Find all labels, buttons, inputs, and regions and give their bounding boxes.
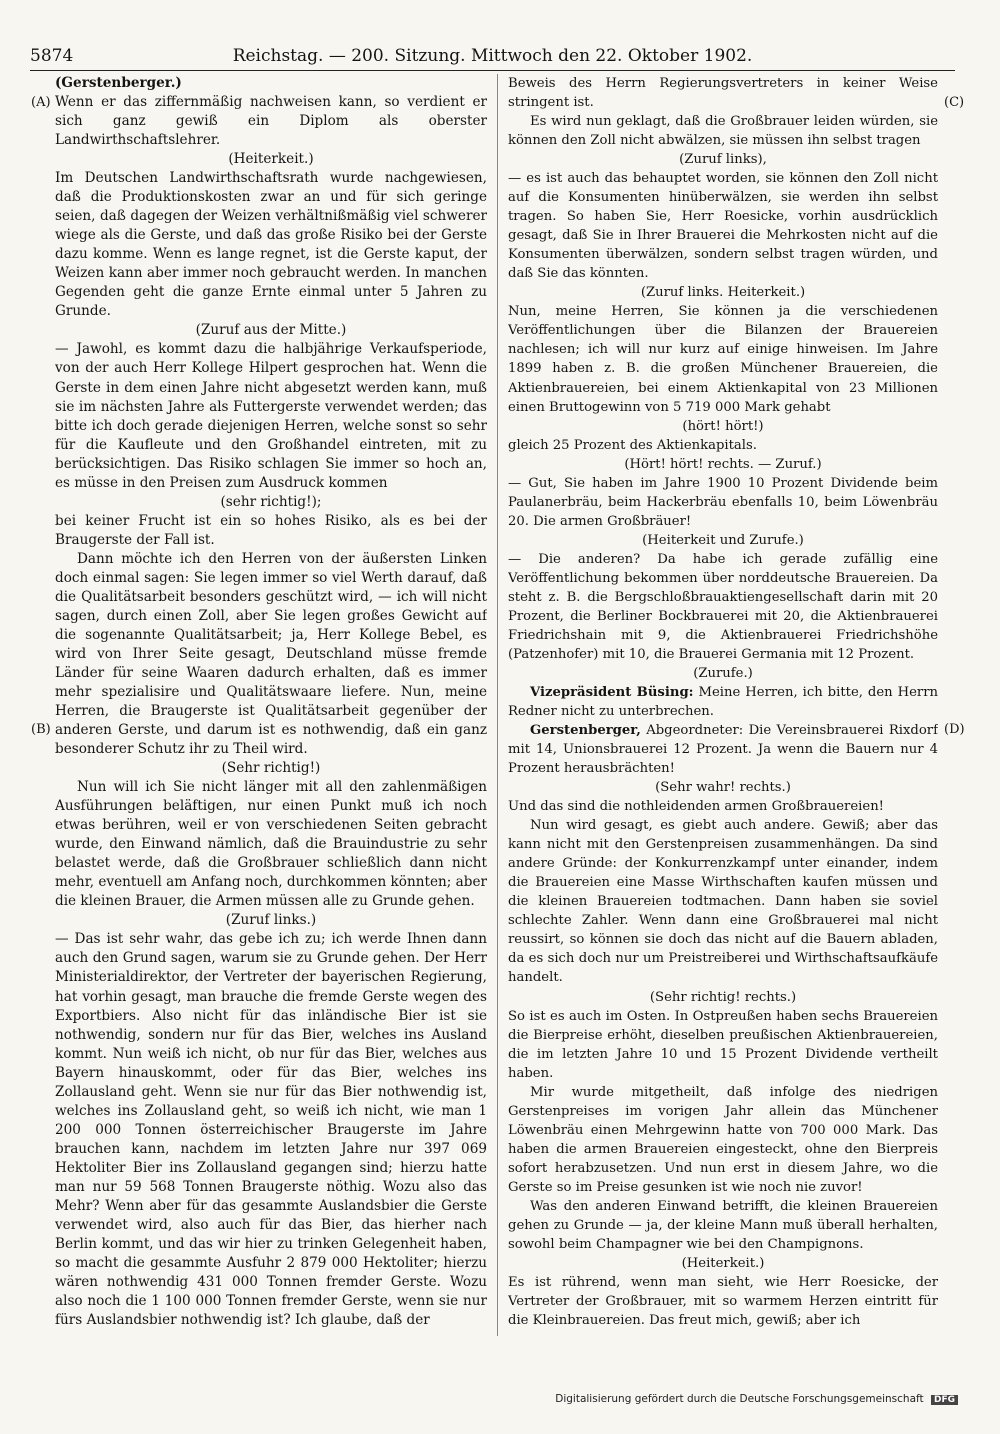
paragraph: Was den anderen Einwand betrifft, die kleinen Brauereien gehen zu Grunde — ja, der kleine Mann muß überall herhalten, sowohl beim Champagner wie bei den Champignons. xyxy=(508,1198,938,1252)
paragraph: — es ist auch das behauptet worden, sie können den Zoll nicht auf die Konsumenten hinüberwälzen, sie werden ihn selbst tragen. So haben Sie, Herr Roesicke, vorhin ausdrücklich gesagt, daß Sie in Ihrer Brauerei die Mehrkosten nicht auf die Konsumenten überwälzen, sondern selbst tragen würden, und daß Sie das könnten. xyxy=(508,171,938,282)
interjection: (Heiterkeit und Zurufe.) xyxy=(642,532,804,548)
paragraph: So ist es auch im Osten. In Ostpreußen haben sechs Brauereien die Bierpreise erhöht, dieselben preußischen Aktienbrauereien, die im letzten Jahre 10 und 15 Prozent Dividende vertheilt haben. xyxy=(508,1008,938,1081)
speaker-name: Vizepräsident Büsing: xyxy=(530,685,694,700)
interjection: (Heiterkeit.) xyxy=(228,151,314,168)
paragraph: Und das sind die nothleidenden armen Großbrauereien! xyxy=(508,799,884,815)
paragraph-text: Meine Herren, ich bitte, den Herrn Redner nicht zu unterbrechen. xyxy=(508,685,938,720)
margin-mark-a: (A) xyxy=(31,95,51,110)
paragraph xyxy=(508,683,938,721)
paragraph: — Jawohl, es kommt dazu die halbjährige Verkaufsperiode, von der auch Herr Kollege Hilpert gesprochen hat. Wenn die Gerste in dem einen Jahre nicht abgesetzt werden kann, muß sie im nächsten Jahre als Futtergerste verwendet werden; das bitte ich doch gerade diejenigen Herren, welche sonst so sehr für die Kaufleute und den Großhandel eintreten, mit zu berücksichtigen. Das Risiko schlagen Sie immer so hoch an, es müsse in den Preisen zum Ausdruck kommen xyxy=(55,341,487,491)
footer-credit-text: Digitalisierung gefördert durch die Deutsche Forschungsgemeinschaft xyxy=(555,1393,924,1405)
column-divider xyxy=(497,74,498,1336)
page-title: Reichstag. — 200. Sitzung. Mittwoch den 22. Oktober 1902. xyxy=(232,46,753,66)
paragraph: gleich 25 Prozent des Aktienkapitals. xyxy=(508,437,757,453)
paragraph: Es ist rührend, wenn man sieht, wie Herr Roesicke, der Vertreter der Großbrauer, mit so warmem Herzen eintritt für die Kleinbrauereien. Das freut mich, gewiß; aber ich xyxy=(508,1274,938,1329)
paragraph: Im Deutschen Landwirthschaftsrath wurde nachgewiesen, daß die Produktionskosten zwar an und für sich geringe seien, daß dagegen der Weizen verhältnißmäßig viel schwerer wiege als die Gerste, und daß das große Risiko bei der Gerste dazu komme. Wenn es lange regnet, ist die Gerste kaput, der Weizen kann aber immer noch gebraucht werden. In manchen Gegenden geht die ganze Ernte einmal unter 5 Jahren zu Grunde. xyxy=(55,170,487,320)
margin-mark-c: (C) xyxy=(944,95,965,110)
speaker-label: (Gerstenberger.) xyxy=(55,75,182,91)
paragraph: Es wird nun geklagt, daß die Großbrauer leiden würden, sie können den Zoll nicht abwälzen, sie müssen ihn selbst tragen xyxy=(508,114,938,149)
paragraph: bei keiner Frucht ist ein so hohes Risiko, als es bei der Braugerste der Fall ist. xyxy=(55,512,487,548)
paragraph: Wenn er das ziffernmäßig nachweisen kann, so verdient er sich ganz gewiß ein Diplom als oberster Landwirthschaftslehrer. xyxy=(55,94,487,149)
left-column xyxy=(55,74,487,1336)
interjection: (Zurufe.) xyxy=(693,665,753,681)
interjection: (Zuruf aus der Mitte.) xyxy=(195,322,347,339)
paragraph: Dann möchte ich den Herren von der äußersten Linken doch einmal sagen: Sie legen immer so viel Werth darauf, daß die Qualitätsarbeit besonders geschützt wird, — ich will nicht sagen, durch einen Zoll, aber Sie legen großes Gewicht auf die sogenannte Qualitätsarbeit; ja, Herr Kollege Bebel, es wird von Ihrer Seite gesagt, Deutschland müsse fremde Länder für seine Waaren dadurch erhalten, daß es immer mehr spezialisire und Qualitätswaare liefere. Nun, meine Herren, die Braugerste ist Qualitätsarbeit gegenüber der anderen Gerste, und darum ist es nothwendig, daß ein ganz besonderer Schutz ihr zu Theil wird. xyxy=(55,550,487,758)
interjection: (sehr richtig!); xyxy=(220,493,322,510)
interjection: (Zuruf links.) xyxy=(225,912,317,929)
interjection: (Zuruf links. Heiterkeit.) xyxy=(640,285,806,301)
interjection: (Heiterkeit.) xyxy=(681,1255,765,1271)
paragraph xyxy=(508,721,938,778)
interjection: (Sehr richtig!) xyxy=(221,760,321,777)
paragraph: — Gut, Sie haben im Jahre 1900 10 Prozent Dividende beim Paulanerbräu, beim Hackerbräu ebenfalls 10, beim Löwenbräu 20. Die armen Großbräuer! xyxy=(508,475,938,529)
dfg-logo: DFG xyxy=(931,1395,958,1405)
paragraph: Mir wurde mitgetheilt, daß infolge des niedrigen Gerstenpreises im vorigen Jahr allein das Münchener Löwenbräu einen Mehrgewinn hatte von 700 000 Mark. Das haben die armen Brauereien eingesteckt, ohne den Bierpreis sofort herabzusetzen. Und nun erst in diesem Jahre, wo die Gerste so im Preise gesunken ist wie noch nie zuvor! xyxy=(508,1084,938,1195)
paragraph: Beweis des Herrn Regierungsvertreters in keiner Weise stringent ist. xyxy=(508,76,938,111)
paragraph: — Die anderen? Da habe ich gerade zufällig eine Veröffentlichung bekommen über norddeutsche Brauereien. Da steht z. B. die Bergschloßbrauaktiengesellschaft darin mit 20 Prozent, die Berliner Bockbrauerei mit 20, die Aktienbrauerei Friedrichshain mit 9, die Aktienbrauerei Friedrichshöhe (Patzenhofer) mit 10, die Brauerei Germania mit 12 Prozent. xyxy=(508,551,938,662)
paragraph: — Das ist sehr wahr, das gebe ich zu; ich werde Ihnen dann auch den Grund sagen, warum sie zu Grunde gehen. Der Herr Ministerialdirektor, der Vertreter der bayerischen Regierung, hat vorhin gesagt, man brauche die fremde Gerste wegen des Exportbiers. Also nicht für das inländische Bier ist sie nothwendig, sondern nur für das Bier, welches ins Ausland kommt. Nun weiß ich nicht, ob nur für das Bier, welches aus Bayern hinauskommt, oder für das Bier, welches ins Zollausland geht. Wenn sie nur für das Bier nothwendig ist, welches ins Zollausland geht, so weiß ich nicht, wie man 1 200 000 Tonnen österreichischer Braugerste im Jahre brauchen kann, nachdem im letzten Jahre nur 397 069 Hektoliter Bier ins Zollausland gegangen sind; hierzu hatte man nur 59 568 Tonnen Braugerste nöthig. Wozu also das Mehr? Wenn aber für das gesammte Auslandsbier die Gerste verwendet wird, also auch für das Bier, das hierher nach Berlin kommt, und das wir hier zu trinken Gelegenheit haben, so macht die gesammte Ausfuhr 2 879 000 Hektoliter; hierzu wären nothwendig 431 000 Tonnen fremder Gerste. Wozu also noch die 1 100 000 Tonnen fremder Gerste, wenn sie nur fürs Auslandsbier nothwendig ist? Ich glaube, daß der xyxy=(55,931,487,1329)
interjection: (Sehr richtig! rechts.) xyxy=(649,989,797,1005)
right-column xyxy=(508,74,938,1336)
margin-mark-d: (D) xyxy=(944,722,965,737)
footer-note xyxy=(555,1393,958,1405)
margin-mark-b: (B) xyxy=(31,722,51,737)
page-number: 5874 xyxy=(30,46,74,66)
interjection: (Sehr wahr! rechts.) xyxy=(655,780,791,796)
interjection: (Zuruf links), xyxy=(679,152,767,168)
paragraph: Nun, meine Herren, Sie können ja die verschiedenen Veröffentlichungen über die Bilanzen der Brauereien nachlesen; ich will nur kurz auf einige hinweisen. Im Jahre 1899 haben z. B. die großen Münchener Brauereien, die Aktienbrauereien, bei einem Aktienkapital von 23 Millionen einen Bruttogewinn von 5 719 000 Mark gehabt xyxy=(508,304,938,415)
interjection: (Hört! hört! rechts. — Zuruf.) xyxy=(624,456,822,472)
page-header xyxy=(30,40,955,71)
paragraph: Nun will ich Sie nicht länger mit all den zahlenmäßigen Ausführungen beläftigen, nur einen Punkt muß ich noch etwas berühren, weil er von verschiedenen Seiten gebracht wurde, den Einwand nämlich, daß die Brauindustrie zu sehr belastet werde, daß die Großbrauer schließlich dann nicht mehr, eventuell am Anfang noch, durchkommen könnten; aber die kleinen Brauer, die Armen müssen alle zu Grunde gehen. xyxy=(55,779,487,910)
paragraph: Nun wird gesagt, es giebt auch andere. Gewiß; aber das kann nicht mit den Gerstenpreisen zusammenhängen. Da sind andere Gründe: der Konkurrenzkampf unter einander, indem die Brauereien eine Masse Wirthschaften kaufen müssen und die kleinen Brauereien todtmachen. Dann haben sie soviel schlechte Zahler. Wenn dann eine Großbrauerei mal nicht reussirt, so können sie doch das nicht auf die Bauern abladen, da es sich doch nur um Preistreiberei und Wirthschaftsaufkäufe handelt. xyxy=(508,818,938,986)
paragraph-text: Abgeordneter: Die Vereinsbrauerei Rixdorf mit 14, Unionsbrauerei 12 Prozent. Ja wenn die Bauern nur 4 Prozent herausbrächten! xyxy=(508,723,938,777)
speaker-name: Gerstenberger, xyxy=(530,723,641,739)
interjection: (hört! hört!) xyxy=(682,418,764,434)
